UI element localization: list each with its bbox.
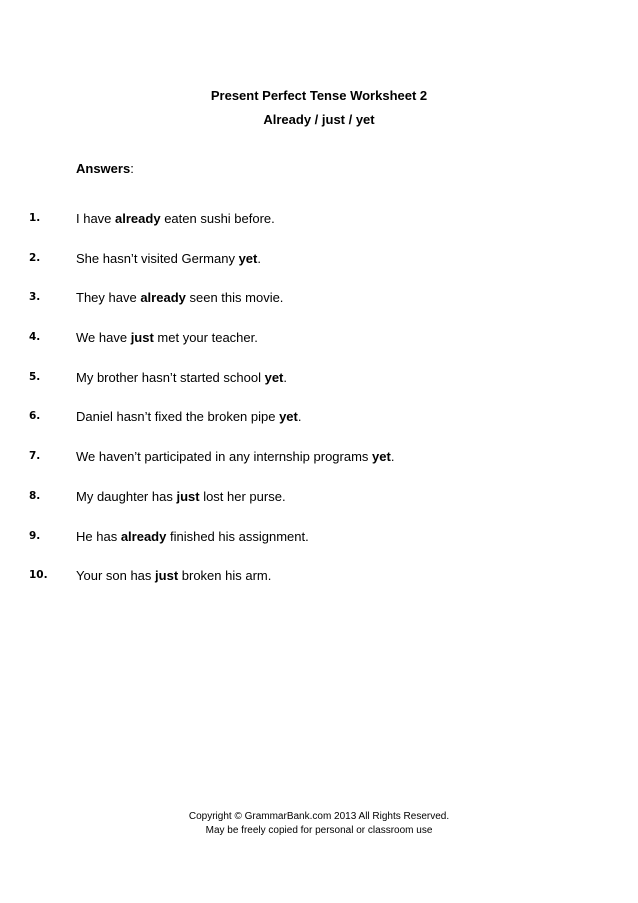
sentence-end: .: [257, 250, 261, 266]
list-item: [0, 211, 638, 251]
list-item: [0, 370, 638, 410]
sentence-start: My daughter has: [76, 488, 177, 504]
item-number: 9.: [29, 529, 41, 542]
item-number: 8.: [29, 489, 41, 502]
sentence-start: We have: [76, 330, 131, 346]
sentence-start: She hasn’t visited Germany: [76, 250, 239, 266]
item-number: 1.: [29, 212, 41, 224]
item-sentence: [76, 568, 271, 583]
sentence-end: met your teacher.: [153, 330, 258, 346]
item-number: 2.: [29, 251, 41, 264]
answer-word: already: [115, 211, 161, 226]
list-item: [0, 409, 638, 449]
item-sentence: [76, 489, 286, 504]
list-item: [0, 330, 638, 370]
sentence-start: We haven’t participated in any internship programs: [76, 449, 373, 465]
item-number: 3.: [29, 291, 41, 304]
worksheet-title: Present Perfect Tense Worksheet 2: [210, 88, 428, 103]
item-number: 7.: [29, 450, 41, 463]
list-item: [0, 489, 638, 529]
answer-word: yet: [372, 449, 391, 465]
worksheet-subtitle: Already / just / yet: [263, 112, 375, 127]
answer-word: just: [155, 568, 179, 584]
answer-word: just: [130, 330, 154, 346]
sentence-end: finished his assignment.: [166, 528, 309, 544]
list-item: [0, 529, 638, 569]
item-sentence: [76, 529, 309, 544]
item-number: 5.: [29, 370, 41, 383]
item-sentence: [76, 251, 261, 266]
item-sentence: [76, 409, 302, 424]
item-number: 10.: [29, 569, 48, 582]
list-item: [0, 290, 638, 330]
usage-notice: May be freely copied for personal or classroom use: [205, 825, 433, 836]
sentence-end: eaten sushi before.: [160, 211, 275, 226]
sentence-start: They have: [76, 290, 141, 306]
sentence-start: Your son has: [76, 568, 156, 584]
answer-word: yet: [264, 369, 284, 385]
list-item: [0, 449, 638, 489]
copyright-notice: Copyright © GrammarBank.com 2013 All Rights Reserved.: [188, 811, 450, 822]
answers-heading: [76, 161, 134, 176]
sentence-start: I have: [76, 211, 116, 226]
answer-word: just: [176, 488, 200, 504]
item-sentence: [76, 370, 287, 385]
item-sentence: [76, 290, 283, 305]
list-item: [0, 251, 638, 291]
sentence-end: .: [297, 409, 302, 425]
sentence-end: seen this movie.: [185, 290, 284, 306]
sentence-start: My brother hasn’t started school: [76, 369, 265, 385]
item-sentence: [76, 330, 258, 345]
answer-word: yet: [238, 250, 258, 266]
item-number: 6.: [29, 410, 41, 423]
sentence-start: Daniel hasn’t fixed the broken pipe: [76, 409, 280, 425]
sentence-end: lost her purse.: [199, 488, 286, 504]
item-number: 4.: [29, 331, 41, 344]
sentence-end: broken his arm.: [178, 568, 272, 584]
item-sentence: [76, 211, 275, 226]
sentence-start: He has: [76, 528, 121, 544]
answer-word: already: [140, 290, 186, 306]
answers-label: Answers: [76, 161, 131, 176]
item-sentence: [76, 449, 394, 464]
sentence-end: .: [283, 369, 288, 385]
answer-word: already: [120, 528, 167, 544]
answer-word: yet: [279, 409, 298, 425]
answers-colon: :: [130, 161, 134, 176]
answer-list: [0, 211, 638, 608]
list-item: [0, 568, 638, 608]
sentence-end: .: [390, 449, 395, 465]
